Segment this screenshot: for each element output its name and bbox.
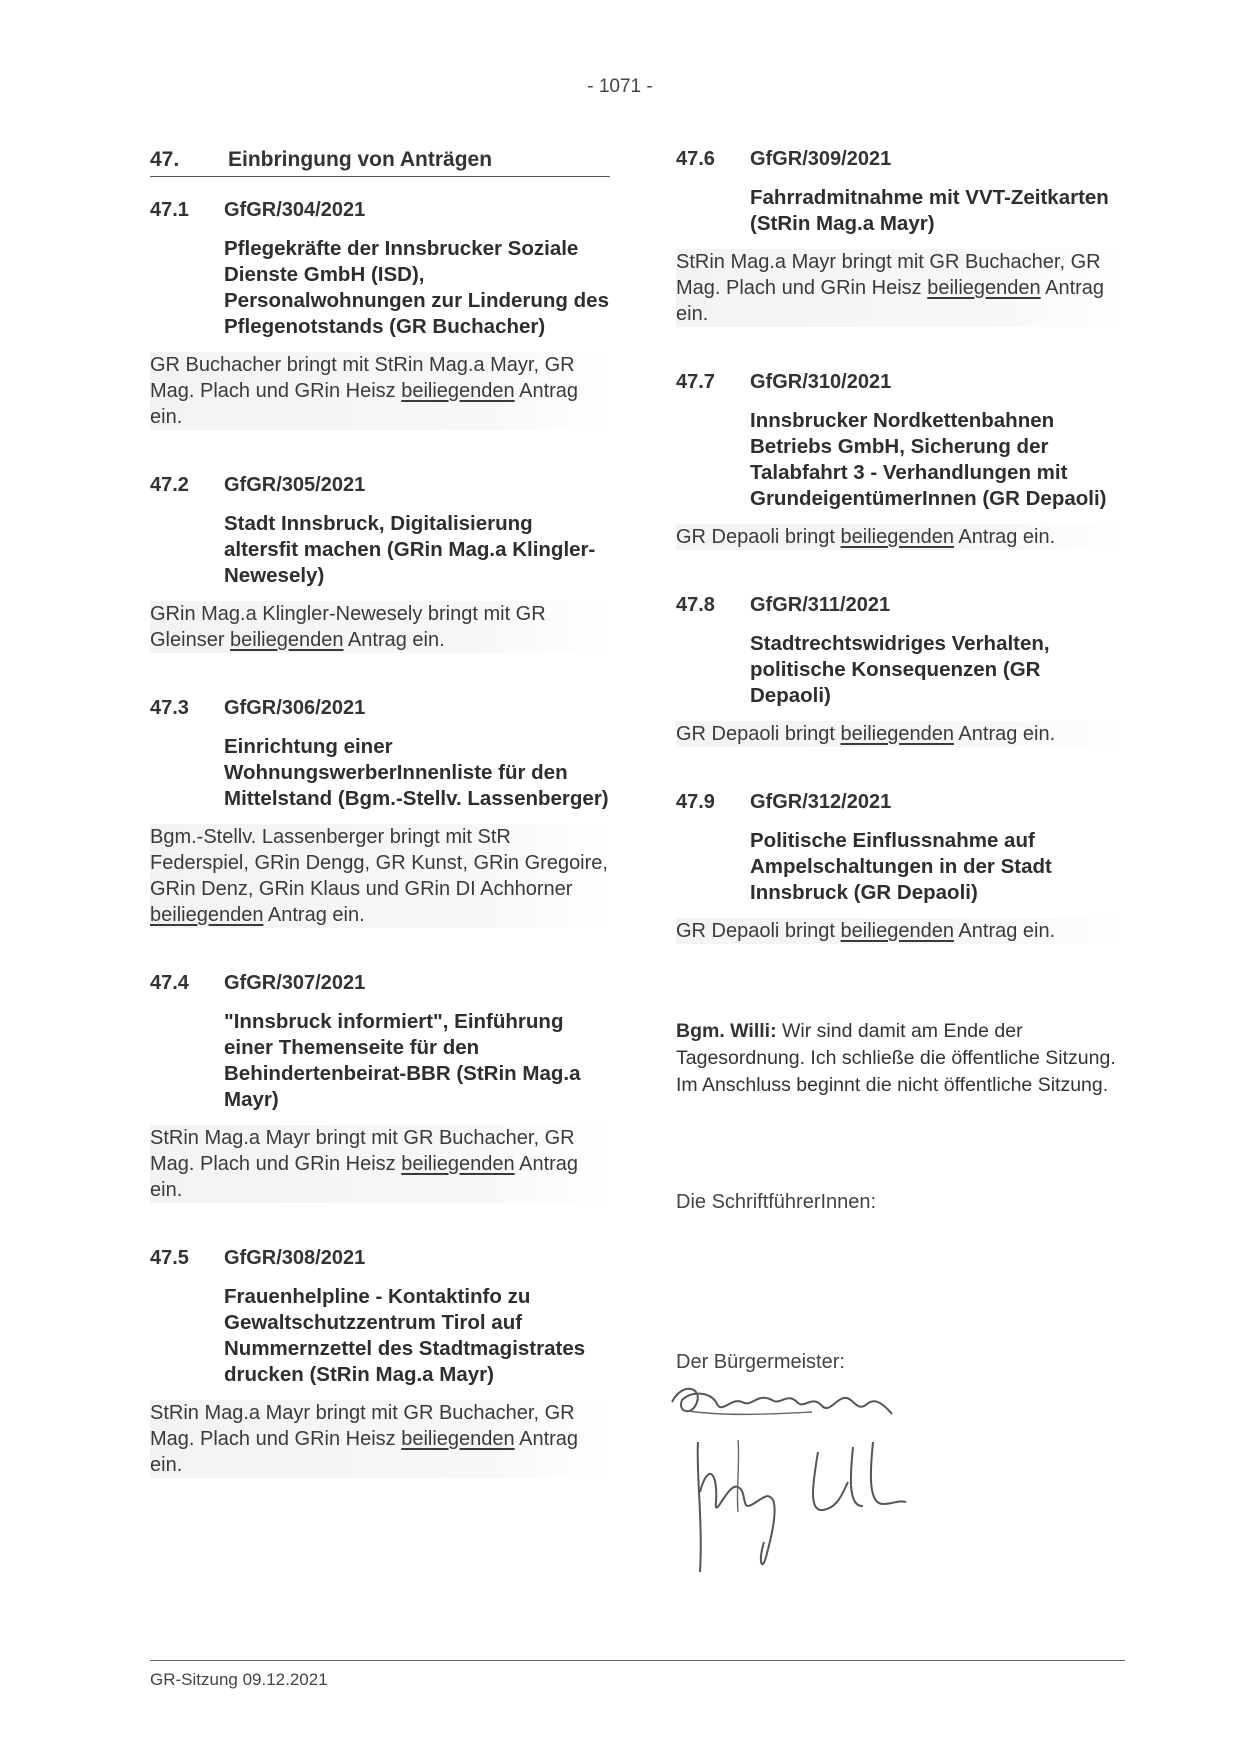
item-title: "Innsbruck informiert", Einführung einer Themenseite für den Behindertenbeirat-BBR (StRin Mag.a Mayr) [224,1010,581,1111]
item-code: GfGR/307/2021 [224,972,366,994]
agenda-item [676,148,1126,327]
right-column [676,148,1126,1373]
item-number: 47.3 [150,697,189,719]
item-body: Bgm.-Stellv. Lassenberger bringt mit StR Federspiel, GRin Dengg, GR Kunst, GRin Gregoire, GRin Denz, GRin Klaus und GRin DI Achhorner beiliegenden Antrag ein. [150,824,610,928]
agenda-item [676,791,1126,944]
item-body: GRin Mag.a Klingler-Newesely bringt mit GR Gleinser beiliegenden Antrag ein. [150,601,610,653]
beiliegenden-link: beiliegenden [840,920,954,942]
item-code: GfGR/308/2021 [224,1247,366,1269]
left-column [150,148,610,1522]
mayor-signature [678,1432,918,1582]
closing-text: Wir sind damit am Ende der Tagesordnung. Ich schließe die öffentliche Sitzung. Im Anschluss beginnt die nicht öffentliche Sitzung. [676,1020,1116,1096]
item-body: StRin Mag.a Mayr bringt mit GR Buchacher, GR Mag. Plach und GRin Heisz beiliegenden Antrag ein. [150,1125,610,1203]
beiliegenden-link: beiliegenden [401,1153,515,1175]
item-number: 47.8 [676,594,715,616]
item-title: Innsbrucker Nordkettenbahnen Betriebs GmbH, Sicherung der Talabfahrt 3 - Verhandlungen mit GrundeigentümerInnen (GR Depaoli) [750,409,1107,510]
mayor-label: Der Bürgermeister: [676,1351,845,1373]
speaker-name: Bgm. Willi: [676,1020,777,1042]
secretaries-label: Die SchriftführerInnen: [676,1191,877,1213]
beiliegenden-link: beiliegenden [840,723,954,745]
beiliegenden-link: beiliegenden [840,526,954,548]
section-number: 47. [150,148,180,171]
section-heading [150,148,610,177]
agenda-item [150,1247,610,1478]
item-body: GR Depaoli bringt beiliegenden Antrag ein. [676,721,1126,747]
item-body: GR Depaoli bringt beiliegenden Antrag ein. [676,918,1126,944]
item-number: 47.1 [150,199,189,221]
item-number: 47.7 [676,371,715,393]
page-number: - 1071 - [587,76,653,97]
item-code: GfGR/306/2021 [224,697,366,719]
item-number: 47.5 [150,1247,189,1269]
agenda-item [150,972,610,1203]
item-title: Politische Einflussnahme auf Ampelschaltungen in der Stadt Innsbruck (GR Depaoli) [750,829,1052,904]
agenda-item [676,371,1126,550]
closing-statement [676,1018,1126,1099]
beiliegenden-link: beiliegenden [401,380,515,402]
item-title: Stadtrechtswidriges Verhalten, politische Konsequenzen (GR Depaoli) [750,632,1050,707]
item-code: GfGR/305/2021 [224,474,366,496]
item-number: 47.4 [150,972,189,994]
agenda-item [150,199,610,430]
beiliegenden-link: beiliegenden [927,277,1041,299]
agenda-item [150,697,610,928]
beiliegenden-link: beiliegenden [401,1428,515,1450]
beiliegenden-link: beiliegenden [230,629,344,651]
item-body: StRin Mag.a Mayr bringt mit GR Buchacher, GR Mag. Plach und GRin Heisz beiliegenden Antrag ein. [676,249,1126,327]
item-body: StRin Mag.a Mayr bringt mit GR Buchacher, GR Mag. Plach und GRin Heisz beiliegenden Antrag ein. [150,1400,610,1478]
item-code: GfGR/312/2021 [750,791,892,813]
item-code: GfGR/304/2021 [224,199,366,221]
item-number: 47.9 [676,791,715,813]
item-title: Stadt Innsbruck, Digitalisierung altersfit machen (GRin Mag.a Klingler-Newesely) [224,512,596,587]
item-code: GfGR/309/2021 [750,148,892,170]
item-body: GR Depaoli bringt beiliegenden Antrag ein. [676,524,1126,550]
footer-text: GR-Sitzung 09.12.2021 [150,1670,328,1689]
item-body: GR Buchacher bringt mit StRin Mag.a Mayr, GR Mag. Plach und GRin Heisz beiliegenden Antrag ein. [150,352,610,430]
item-title: Frauenhelpline - Kontaktinfo zu Gewaltschutzzentrum Tirol auf Nummernzettel des Stadtmagistrates drucken (StRin Mag.a Mayr) [224,1285,586,1386]
item-title: Fahrradmitnahme mit VVT-Zeitkarten (StRin Mag.a Mayr) [750,186,1109,235]
item-title: Pflegekräfte der Innsbrucker Soziale Dienste GmbH (ISD), Personalwohnungen zur Linderung des Pflegenotstands (GR Buchacher) [224,237,609,338]
item-number: 47.6 [676,148,715,170]
agenda-item [150,474,610,653]
footer-divider [150,1660,1125,1661]
beiliegenden-link: beiliegenden [150,904,264,926]
item-code: GfGR/310/2021 [750,371,892,393]
section-title: Einbringung von Anträgen [228,148,493,171]
item-title: Einrichtung einer WohnungswerberInnenliste für den Mittelstand (Bgm.-Stellv. Lassenberger) [224,735,609,810]
agenda-item [676,594,1126,747]
item-code: GfGR/311/2021 [750,594,891,616]
item-number: 47.2 [150,474,189,496]
